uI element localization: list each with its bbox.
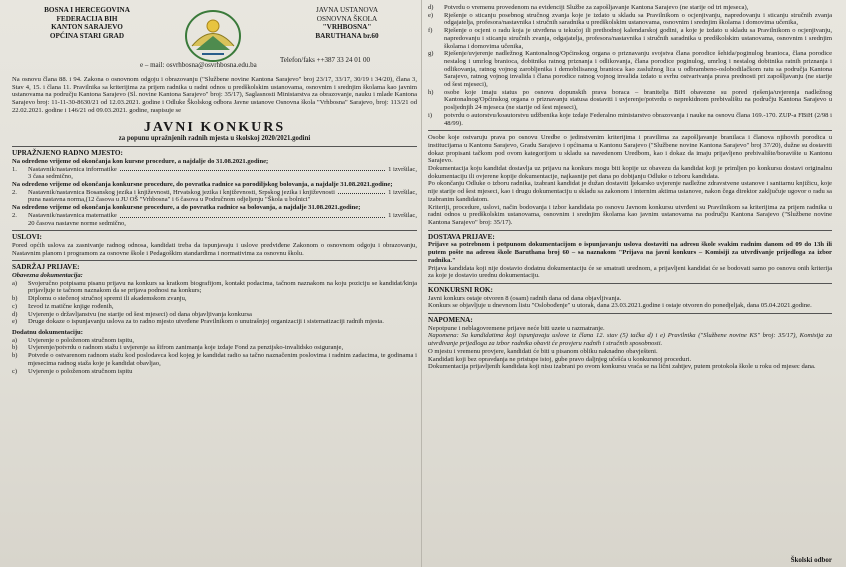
list-item: i) potvrdu o autorstvu/koautorstvu udžbenika koje izdaje Federalno ministarstvo obrazovanja i nauke na osnovu člana 169.-170. ZUP-a FBiH (2/98 i 48/99). bbox=[428, 111, 832, 127]
list-item: c) Izvod iz matične knjige rođenih, bbox=[12, 302, 114, 310]
dostava-heading: DOSTAVA PRIJAVE: bbox=[428, 232, 495, 241]
rok-heading: KONKURSNI ROK: bbox=[428, 285, 493, 294]
intro-text: Na osnovu člana 88. i 94. Zakona o osnovnom odgoju i obrazovanju ("Službene novine Kantona Sarajevo" broj 23/17, 33/17, 30/19 i 34/20), člana 3, Stav 4, 15. i člana 11. Pravilnika sa kriterijima za prijem radnika u radni odnos u predškolskim ustanovama, osnovnim i srednjim školama kao javnim ustanovama na području Kantona Sarajevo (Sl. novine Kantona Sarajevo" broj: 35/17), Saglasnosti Ministarstva za obrazovanje, nauku i mlade Kantona Sarajevo broj: 11-11-30-8630/21 od 12.03.2021. godine i Odluke Školskog odbora Javne ustanove Osnovna škola "Vrhbosna" Sarajevo, broj: 113/21 od 22.02.2021. godine i 146/21 od 09.03.2021. godine, raspisuje se bbox=[12, 76, 417, 114]
school-logo-icon bbox=[182, 6, 244, 64]
letterhead bbox=[12, 4, 417, 76]
telephone: Telefon/faks ++387 33 24 01 00 bbox=[280, 56, 371, 64]
paragraph: Po okončanju Odluke o izboru radnika, izabrani kandidat je dužan dostaviti ljekarsko uvjerenje nadležne zdravstvene ustanove i sanitarnu knjižicu, koje nije starije od šest mjeseci, kao i drugu dokumentaciju u skladu sa zakonom i internim aktima ustanove, nakon čega direktor zaključuje ugovor o radu sa izabranim kandidatom. bbox=[428, 180, 832, 203]
vacancy-group-2: Na određeno vrijeme od okončanja konkursne procedure, do povratka radnice sa porodiljskog bolovanja, a najdalje 31.08.2021.godine; bbox=[12, 181, 393, 189]
vacancy-item: 1. Nastavnik/nastavnica informatike 1 izvršilac, bbox=[12, 165, 417, 173]
list-item: b) Uvjerenje/potvrdu o radnom stažu i uvjerenje sa šifrom zanimanja koje izdaje Fond za penzijsko-invalidsko osiguranje, bbox=[12, 344, 344, 352]
list-item: d) Potvrdu o vremenu provedenom na evidenciji Službe za zapošljavanje Kantona Sarajevo (ne starije od tri mjeseca), bbox=[428, 4, 749, 11]
list-item: h) osobe koje imaju status po osnovu dopunskih prava boraca – branitelja BiH obavezne su pored rješenja/uvjerenja nadležnog Kantonalnog/Općinskog organa o priznavanju statusa dostaviti i uvjerenje/potvrdu o neprekidnom prebivalištu na području Kantona Sarajevo u posljednjih 24 mjeseca (ne starije od šest mjeseci), bbox=[428, 88, 832, 112]
uslovi-text: Pored općih uslova za zasnivanje radnog odnosa, kandidati treba da ispunjavaju i uslove predviđene Zakonom o osnovnom odgoju i obrazovanju, Nastavnim planom i programom za osnovne škole i Pedagoškim standardima i normativima za osnovnu školu. bbox=[12, 241, 417, 257]
list-item: b) Diplomu o stečenoj stručnoj spremi ili akademskom zvanju, bbox=[12, 295, 187, 303]
vacancy-group-3: Na određeno vrijeme od okončanja konkursne procedure, a do povratka radnice sa bolovanja, a najdalje 31.08.2021.godine; bbox=[12, 204, 361, 212]
vacancy-group-1: Na određeno vrijeme od okončanja kon kursne procedure, a najdalje do 31.08.2021.godine; bbox=[12, 157, 269, 165]
list-item: e) Druge dokaze o ispunjavanju uslova za to radno mjesto utvrđene Pravilnikom o unutrašnjoj organizaciji i sistematizaciji radnih mjesta. bbox=[12, 318, 384, 326]
letterhead-left: BOSNA I HERCEGOVINA FEDERACIJA BIH KANTON SARAJEVO OPĆINA STARI GRAD bbox=[44, 6, 130, 40]
list-item: f) Rješenje o ocjeni o radu koja je utvrđena u tekućoj ili prethodnoj kalendarskoj godini, a koje je izdato u skladu sa Pravilnikom o ocjenjivanju, napredovanju i sticanju stručnih zvanja, odgajatelja, profesora/nastavnika i stručnih saradnika u predškolskim ustanovama, osnovnim i srednjim školama i domovima učenika, bbox=[428, 27, 832, 50]
page-subtitle: za popunu upražnjenih radnih mjesta u školskoj 2020/2021.godini bbox=[118, 134, 311, 142]
vacancy-item: 2. Nastavnik/nastavnica Bosanskog jezika i književnosti, Hrvatskog jezika i književnosti, Srpskog jezika i književnosti 1 izvršilac, bbox=[12, 188, 417, 196]
uslovi-heading: USLOVI: bbox=[12, 233, 42, 242]
list-item: b) Potvrde o ostvarenom radnom stažu kod poslodavca kod kojeg je kandidat radio sa tačno naznačenim poslovima i radnim zadacima, te godinama i mjesecima radnog staža koje je kandidat obavljao, bbox=[12, 352, 417, 367]
right-column: d) Potvrdu o vremenu provedenom na evidenciji Službe za zapošljavanje Kantona Sarajevo (ne starije od tri mjeseca), e) Rješenje o sticanju posebnog stručnog zvanja koje je izdato u skladu sa Pravilnikom o ocjenjivanju, napredovanju i sticanju stručnih zvanja odgajatelja, profesora/nastavnika i stručnih saradnika u predškolskim ustanovama, osnovnim i srednjim školama i domovima učenika, f) Rješenje o ocjeni o radu koja je utvrđena u tekućoj ili prethodnoj kalendarskoj godini, a koje je izdato u skladu sa Pravilnikom o ocjenjivanju, napredovanju i sticanju stručnih zvanja, odgajatelja, profesora/nastavnika i stručnih saradnika u predškolskim ustanovama, osnovnim i srednjim školama i domovima učenika, g) Rješenje/uvjerenje nadležnog Kantonalnog/Općinskog organa o priznavanju svojstva člana porodice šehida/poginulog branioca, člana porodice nestalog i umrlog branioca, dobitnika ratnog priznanja i odlikovanja, člana porodice poginulog, umrlog i nestalog dobitnika ratnih priznanja i odlikovanja, ratnog vojnog zarobljenika i demobilisanog branioca kao zaslužnog lica u odbrambeno-oslobodilačkom ratu sa područja Kantona Sarajevo, ratnog vojnog invalida i člana porodice ratnog vojnog invalida izdato u svrhu ostvarivanja prava prednosti pri zapošljavanju (ne starije od šest mjeseci), h) osobe koje imaju status po osnovu dopunskih prava boraca – branitelja BiH obavezne su pored rješenja/uvjerenja nadležnog Kantonalnog/Općinskog organa o priznavanju statusa dostaviti i uvjerenje/potvrdu o neprekidnom prebivalištu na području Kantona Sarajevo u posljednjih 24 mjeseca (ne starije od šest mjeseci), i) potvrdu o autorstvu/koautorstvu udžbenika koje izdaje Federalno ministarstvo obrazovanja i nauke na osnovu člana 169.-170. ZUP-a FBiH (2/98 i 48/99). Osobe koje ostvaruju prava po osnovu Uredbe o jedinstvenim kriterijima i pravilima za zapošljavanje branilaca i članova njihovih porodica u institucijama u Kantonu Sarajevo, Gradu Sarajevo i općinama u Kantonu Sarajevo ("Službene novine Kantona Sarajevo" broj 37/20), dužne su dostaviti dokaz propisani tačkom pod ovom kategorijom u skladu sa navedenom Uredbom, kao i dokaz da imaju prijavljeno prebivalište/boravište u Kantonu Sarajevo. Dokumentacija koju kandidat dostavlja uz prijavu na konkurs mogu biti kopije uz obavezu da kandidat koji je primljen po konkursu dostavi originalnu dokumentaciju ili ovjerene kopije dokumentacije, najkasnije pet dana po dobijanju Odluke o izboru kandidata. Po okončanju Odluke o izboru radnika, izabrani kandidat je dužan dostaviti ljekarsko uvjerenje nadležne zdravstvene ustanove i sanitarnu knjižicu, koje nije starije od šest mjeseci, kao i drugu dokumentaciju u skladu sa zakonom i internim aktima ustanove, nakon čega direktor zaključuje ugovor o radu sa izabranim kandidatom. Kriteriji, procedure, uslovi, način bodovanja i izbor kandidata po osnovu Javnom konkursu utvrđeni su Pravilnikom sa kriterijima za prijem radnika u radni odnos u predškolskim ustanovama, osnovnim i srednjim školama kao javnim ustanovama na području Kantona Sarajevo ("Službene novine Kantona Sarajevo" broj: 35/17). DOSTAVA PRIJAVE: Prijave sa potrebnom i potpunom dokumentacijom o ispunjavanju uslova dostaviti na adresu škole svakim radnim danom od 09 do 13h ili putem pošte na adresu škole Baruthana broj 60 – sa naznakom "Prijava na javni konkurs – Komisiji za utvrđivanje prijedloga za izbor radnika." Prijava kandidata koji nije dostavio dodatnu dokumentaciju će se smatrati urednom, a prijavljeni kandidat će se bodovati samo po osnovu onih kriterija za koje je dostavio urednu dokumentaciju. KONKURSNI ROK: Javni konkurs ostaje otvoren 8 (osam) radnih dana od dana objavljivanja. Konkurs se objavljuje u dnevnom listu "Oslobođenje" u utorak, dana 23.03.2021.godine i ostaje otvoren do ponedjeljak, dana 05.04.2021.godine. NAPOMENA: Nepotpune i neblagovremene prijave neće biti uzete u razmatranje. Napomena: Sa kandidatima koji ispunjavaju uslove iz člana 12. stav (5) tačka d) i e) Pravilnika ("Službene novine KS" broj: 35/17), Komisija za utvrđivanje prijedloga za izbor radnika obavit će provjeru radnih i stručnih sposobnosti. O mjestu i vremenu provjere, kandidati će biti u pisanom obliku naknadno obavješteni. Kandidati koji bez opravdanja ne pristupe istoj, gube pravo daljnjeg učešća u konkursnoj proceduri. Dokumentacija prijavljenih kandidata koji nisu izabrani po ovom konkursu vraća se na lični zahtjev, putem protokola škole u roku od mjesec dana. bbox=[428, 4, 832, 371]
napomena-heading: NAPOMENA: bbox=[428, 316, 473, 325]
paragraph: Kriteriji, procedure, uslovi, način bodovanja i izbor kandidata po osnovu Javnom konkursu utvrđeni su Pravilnikom sa kriterijima za prijem radnika u radni odnos u predškolskim ustanovama, osnovnim i srednjim školama kao javnim ustanovama na području Kantona Sarajevo ("Službene novine Kantona Sarajevo" broj: 35/17). bbox=[428, 203, 832, 226]
required-docs-list bbox=[12, 280, 417, 326]
dostava-text-2: Prijava kandidata koji nije dostavio dodatnu dokumentaciju će se smatrati urednom, a prijavljeni kandidat će se bodovati samo po osnovu onih kriterija za koje je dostavio urednu dokumentaciju. bbox=[428, 264, 832, 280]
list-item: d) Uvjerenje o državljanstvu (ne starije od šest mjeseci) od dana objavljivanja konkursa bbox=[12, 310, 252, 318]
paragraph: Osobe koje ostvaruju prava po osnovu Uredbe o jedinstvenim kriterijima i pravilima za zapošljavanje branilaca i članova njihovih porodica u institucijama u Kantonu Sarajevo, Gradu Sarajevo i općinama u Kantonu Sarajevo ("Službene novine Kantona Sarajevo" broj 37/20), dužne su dostaviti dokaz propisani tačkom pod ovom kategorijom u skladu sa navedenom Uredbom, kao i dokaz da imaju prijavljeno prebivalište/boravište u Kantonu Sarajevo. bbox=[428, 134, 832, 165]
list-item: a) Svojeručno potpisanu pisanu prijavu na konkurs sa kratkom biografijom, kontakt podacima, tačnom naznakom na koju poziciju se kandidat/kinja prijavljuje te tačnom naznakom da se prijava podnosi na konkurs; bbox=[12, 279, 417, 295]
paragraph: Dokumentacija koju kandidat dostavlja uz prijavu na konkurs mogu biti kopije uz obavezu da kandidat koji je primljen po konkursu dostavi originalnu dokumentaciju ili ovjerene kopije dokumentacije, najkasnije pet dana po dobijanju Odluke o izboru kandidata. bbox=[428, 165, 832, 180]
additional-docs-list bbox=[12, 337, 417, 376]
vacancy-item: 2. Nastavnik/nastavnica matematike 1 izvršilac, bbox=[12, 211, 417, 219]
page-title: JAVNI KONKURS bbox=[143, 119, 286, 135]
letterhead-right: JAVNA USTANOVA OSNOVNA ŠKOLA "VRHBOSNA" BARUTHANA br.60 bbox=[315, 6, 379, 40]
vacancy-heading: UPRAŽNJENO RADNO MJESTO: bbox=[12, 149, 123, 158]
list-item: g) Rješenje/uvjerenje nadležnog Kantonalnog/Općinskog organa o priznavanju svojstva člana porodice šehida/poginulog branioca, člana porodice nestalog i umrlog branioca, dobitnika ratnog priznanja i odlikovanja, člana porodice poginulog, umrlog i nestalog dobitnika ratnih priznanja i odlikovanja, ratnog vojnog zarobljenika i demobilisanog branioca kao zaslužnog lica u odbrambeno-oslobodilačkom ratu sa područja Kantona Sarajevo, ratnog vojnog invalida i člana porodice ratnog vojnog invalida izdato u svrhu ostvarivanja prava prednosti pri zapošljavanju (ne starije od šest mjeseci), bbox=[428, 50, 832, 89]
left-column: BOSNA I HERCEGOVINA FEDERACIJA BIH KANTON SARAJEVO OPĆINA STARI GRAD JAVNA USTANOVA OSNOVNA ŠKOLA "VRHBOSNA" BARUTHANA br.60 Telefon/faks ++387 33 24 01 00 e – mail: osvrhbosna@osvrhbosna.edu.ba Na osnovu člana 88. i 94. Zakona o osnovnom odgoju i obrazovanju ("Službene novine Kantona Sarajevo" broj 23/17, 33/17, 30/19 i 34/20), člana 3, Stav 4, 15. i člana 11. Pravilnika sa kriterijima za prijem radnika u radni odnos u predškolskim ustanovama, osnovnim i srednjim školama kao javnim ustanovama na području Kantona Sarajevo (Sl. novine Kantona Sarajevo" broj: 35/17), Saglasnosti Ministarstva za obrazovanje, nauku i mlade Kantona Sarajevo broj: 11-11-30-8630/21 od 12.03.2021. godine i Odluke Školskog odbora Javne ustanove Osnovna škola "Vrhbosna" Sarajevo, broj: 113/21 od 22.02.2021. godine i 146/21 od 09.03.2021. godine, raspisuje se JAVNI KONKURS za popunu upražnjenih radnih mjesta u školskoj 2020/2021.godini UPRAŽNJENO RADNO MJESTO: Na određeno vrijeme od okončanja kon kursne procedure, a najdalje do 31.08.2021.godine; 1. Nastavnik/nastavnica informatike 1 izvršilac, 3 časa sedmično, Na određeno vrijeme od okončanja konkursne procedure, do povratka radnice sa porodiljskog bolovanja, a najdalje 31.08.2021.godine; 2. Nastavnik/nastavnica Bosanskog jezika i književnosti, Hrvatskog jezika i književnosti, Srpskog jezika i književnosti 1 izvršilac, puna nastavna norma,(12 časova u JU OŠ "Vrhbosna" i 6 časova u Područnom odjeljenju "Škola u bolnici" Na određeno vrijeme od okončanja konkursne procedure, a do povratka radnice sa bolovanja, a najdalje 31.08.2021.godine; 2. Nastavnik/nastavnica matematike 1 izvršilac, 20 časova nastavne norme sedmično, USLOVI: Pored općih uslova za zasnivanje radnog odnosa, kandidati treba da ispunjavaju i uslove predviđene Zakonom o osnovnom odgoju i obrazovanju, Nastavnim planom i programom za osnovne škole i Pedagoškim standardima i normativima za osnovnu školu. SADRŽAJ PRIJAVE: Obavezna dokumentacija: a) Svojeručno potpisanu pisanu prijavu na konkurs sa kratkom biografijom, kontakt podacima, tačnom naznakom na koju poziciju se kandidat/kinja prijavljuje te tačnom naznakom da se prijava podnosi na konkurs; b) Diplomu o stečenoj stručnoj spremi ili akademskom zvanju, c) Izvod iz matične knjige rođenih, d) Uvjerenje o državljanstvu (ne starije od šest mjeseci) od dana objavljivanja konkursa e) Druge dokaze o ispunjavanju uslova za to radno mjesto utvrđene Pravilnikom o unutrašnjoj organizaciji i sistematizaciji radnih mjesta. Dodatnu dokumentaciju: a) Uvjerenje o položenom stručnom ispitu, b) Uvjerenje/potvrdu o radnom stažu i uvjerenje sa šifrom zanimanja koje izdaje Fond za penzijsko-invalidsko osiguranje, b) Potvrde o ostvarenom radnom stažu kod poslodavca kod kojeg je kandidat radio sa tačno naznačenim poslovima i radnim zadacima, te godinama i mjesecima radnog staža koje je kandidat obavljao, c) Uvjerenje o položenom stručnom ispitu bbox=[12, 4, 417, 375]
right-docs-list bbox=[428, 4, 832, 127]
list-item: a) Uvjerenje o položenom stručnom ispitu, bbox=[12, 336, 135, 344]
email: e – mail: osvrhbosna@osvrhbosna.edu.ba bbox=[140, 61, 257, 69]
column-divider bbox=[421, 0, 422, 567]
signature: Školski odbor bbox=[790, 556, 832, 564]
dostava-text: Prijave sa potrebnom i potpunom dokumentacijom o ispunjavanju uslova dostaviti na adresu škole svakim radnim danom od 09 do 13h ili putem pošte na adresu škole Baruthana broj 60 – sa naznakom "Prijava na javni konkurs – Komisiji za utvrđivanje prijedloga za izbor radnika." bbox=[428, 241, 832, 264]
list-item: e) Rješenje o sticanju posebnog stručnog zvanja koje je izdato u skladu sa Pravilnikom o ocjenjivanju, napredovanju i sticanju stručnih zvanja odgajatelja, profesora/nastavnika i stručnih saradnika u predškolskim ustanovama, osnovnim i srednjim školama i domovima učenika, bbox=[428, 11, 832, 27]
divider-line bbox=[12, 146, 417, 147]
sadrzaj-heading: SADRŽAJ PRIJAVE: bbox=[12, 263, 80, 272]
list-item: c) Uvjerenje o položenom stručnom ispitu bbox=[12, 367, 133, 375]
